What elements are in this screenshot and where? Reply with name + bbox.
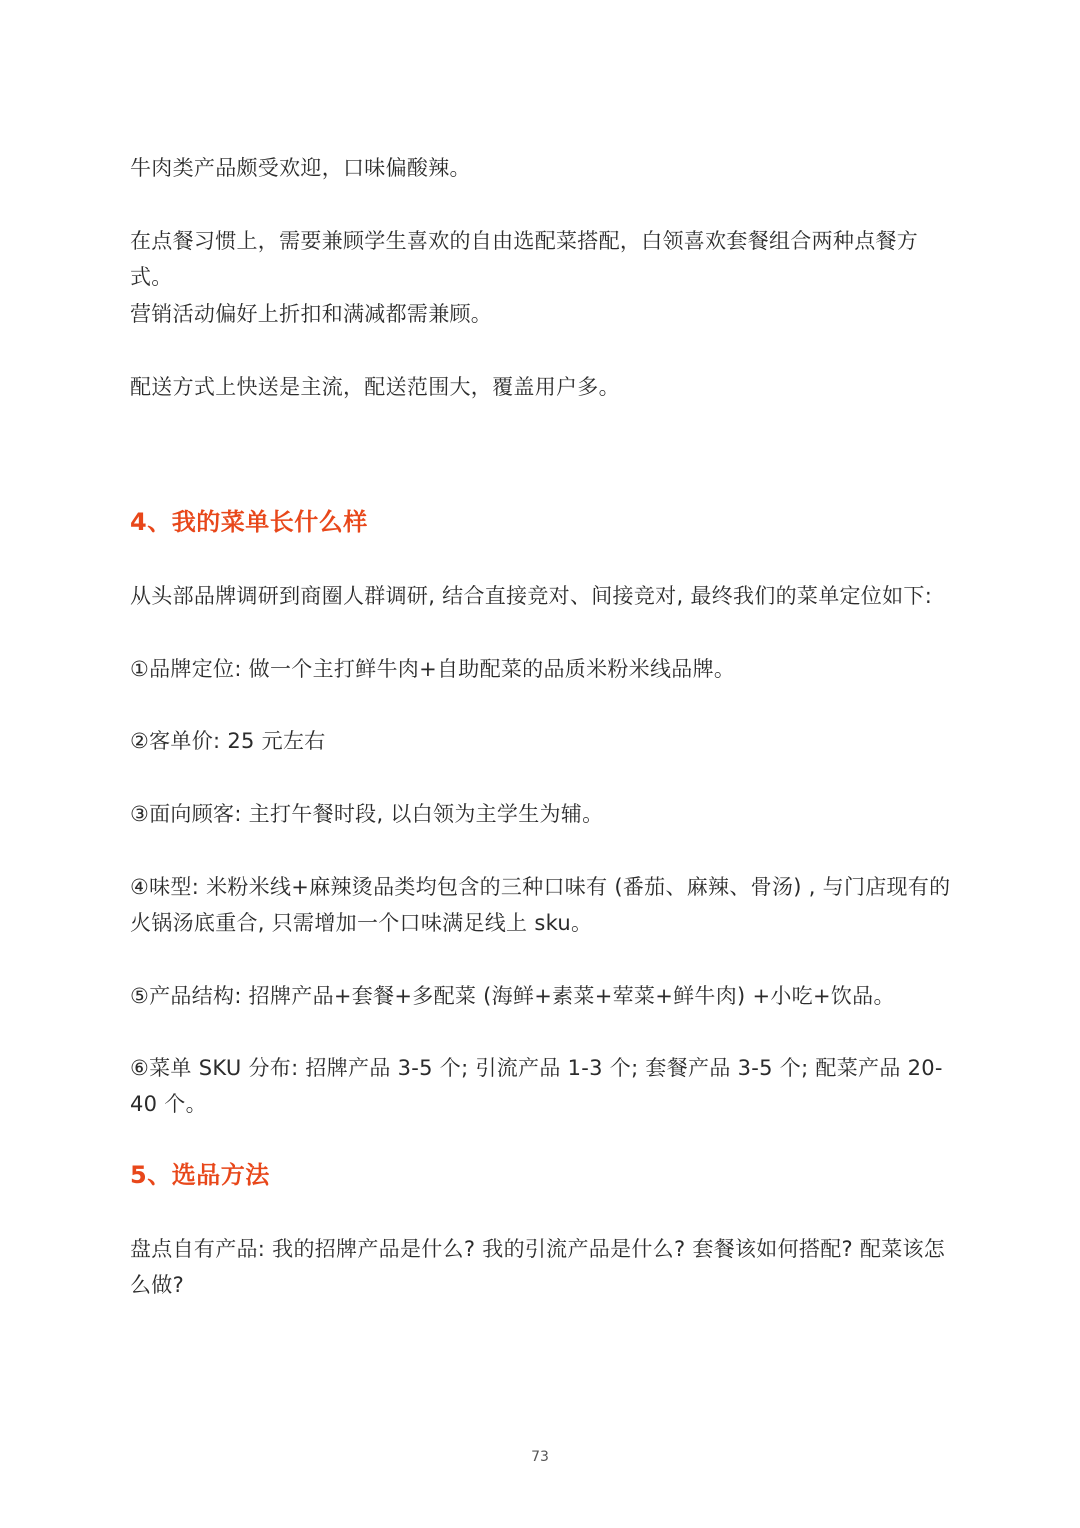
intro-paragraph-1: 牛肉类产品颇受欢迎，口味偏酸辣。 xyxy=(130,156,471,180)
section-5-heading: 5、选品方法 xyxy=(130,1161,270,1189)
section-4-lead: 从头部品牌调研到商圈人群调研, 结合直接竞对、间接竞对, 最终我们的菜单定位如下: xyxy=(130,584,933,608)
page-number: 73 xyxy=(531,1449,549,1465)
menu-item-target-customers: ③面向顾客: 主打午餐时段, 以白领为主学生为辅。 xyxy=(130,802,604,826)
intro-paragraph-4: 配送方式上快送是主流，配送范围大，覆盖用户多。 xyxy=(130,375,620,399)
menu-item-product-structure: ⑤产品结构: 招牌产品+套餐+多配菜 (海鲜+素菜+荤菜+鲜牛肉) +小吃+饮品。 xyxy=(130,984,895,1008)
menu-item-sku-distribution: ⑥菜单 SKU 分布: 招牌产品 3-5 个; 引流产品 1-3 个; 套餐产品 3-5 个; 配菜产品 20-40 个。 xyxy=(130,1056,943,1116)
intro-paragraph-2: 在点餐习惯上，需要兼顾学生喜欢的自由选配菜搭配，白领喜欢套餐组合两种点餐方式。 xyxy=(130,229,919,289)
menu-item-brand-positioning: ①品牌定位: 做一个主打鲜牛肉+自助配菜的品质米粉米线品牌。 xyxy=(130,657,736,681)
section-4-heading: 4、我的菜单长什么样 xyxy=(130,508,368,536)
menu-item-average-price: ②客单价: 25 元左右 xyxy=(130,729,326,753)
menu-item-flavors: ④味型: 米粉米线+麻辣烫品类均包含的三种口味有 (番茄、麻辣、骨汤) , 与门店现有的火锅汤底重合, 只需增加一个口味满足线上 sku。 xyxy=(130,875,951,935)
intro-paragraph-3: 营销活动偏好上折扣和满减都需兼顾。 xyxy=(130,302,493,326)
section-5-paragraph: 盘点自有产品: 我的招牌产品是什么? 我的引流产品是什么? 套餐该如何搭配? 配菜该怎么做? xyxy=(130,1237,946,1297)
